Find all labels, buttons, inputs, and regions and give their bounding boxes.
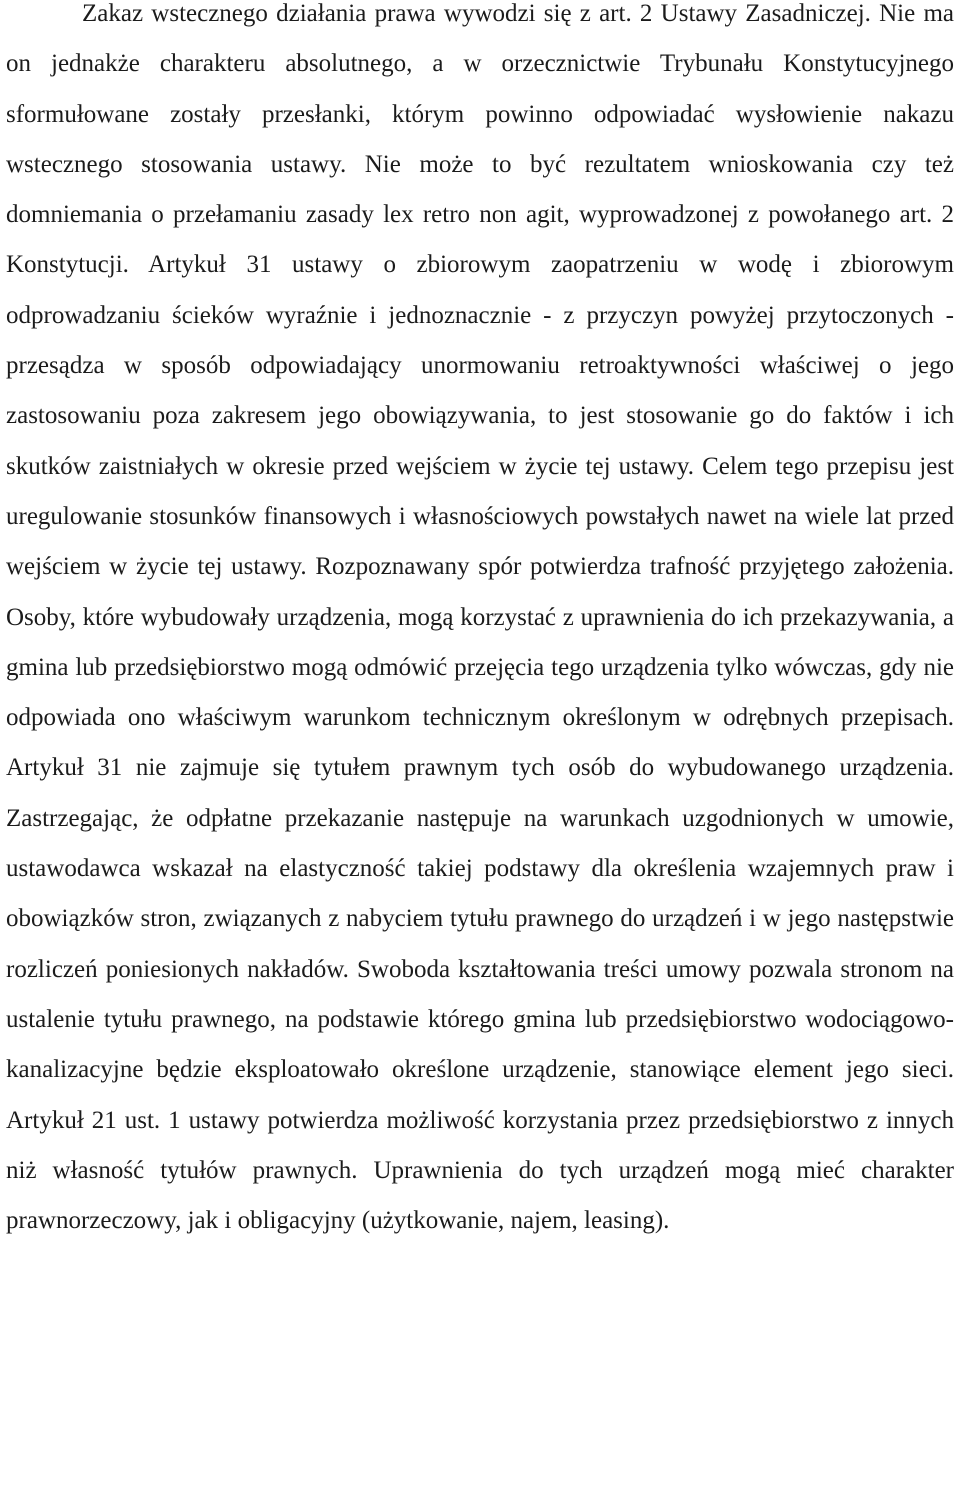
body-paragraph (6, 0, 954, 1246)
paragraph-text: Zakaz wstecznego działania prawa wywodzi się z art. 2 Ustawy Zasadniczej. Nie ma on jednakże charakteru absolutnego, a w orzecznictwie Trybunału Konstytucyjnego sformułowane zostały przesłanki, którym powinno odpowiadać wysłowienie nakazu wstecznego stosowania ustawy. Nie może to być rezultatem wnioskowania czy też domniemania o przełamaniu zasady lex retro non agit, wyprowadzonej z powołanego art. 2 Konstytucji. Artykuł 31 ustawy o zbiorowym zaopatrzeniu w wodę i zbiorowym odprowadzaniu ścieków wyraźnie i jednoznacznie - z przyczyn powyżej przytoczonych - przesądza w sposób odpowiadający unormowaniu retroaktywności właściwej o jego zastosowaniu poza zakresem jego obowiązywania, to jest stosowanie go do faktów i ich skutków zaistniałych w okresie przed wejściem w życie tej ustawy. Celem tego przepisu jest uregulowanie stosunków finansowych i własnościowych powstałych nawet na wiele lat przed wejściem w życie tej ustawy. Rozpoznawany spór potwierdza trafność przyjętego założenia. Osoby, które wybudowały urządzenia, mogą korzystać z uprawnienia do ich przekazywania, a gmina lub przedsiębiorstwo mogą odmówić przejęcia tego urządzenia tylko wówczas, gdy nie odpowiada ono właściwym warunkom technicznym określonym w odrębnych przepisach. Artykuł 31 nie zajmuje się tytułem prawnym tych osób do wybudowanego urządzenia. Zastrzegając, że odpłatne przekazanie następuje na warunkach uzgodnionych w umowie, ustawodawca wskazał na elastyczność takiej podstawy dla określenia wzajemnych praw i obowiązków stron, związanych z nabyciem tytułu prawnego do urządzeń i w jego następstwie rozliczeń poniesionych nakładów. Swoboda kształtowania treści umowy pozwala stronom na ustalenie tytułu prawnego, na podstawie którego gmina lub przedsiębiorstwo wodociągowo-kanalizacyjne będzie eksploatowało określone urządzenie, stanowiące element jego sieci. Artykuł 21 ust. 1 ustawy potwierdza możliwość korzystania przez przedsiębiorstwo z innych niż własność tytułów prawnych. Uprawnienia do tych urządzeń mogą mieć charakter prawnorzeczowy, jak i obligacyjny (użytkowanie, najem, leasing). (6, 0, 954, 1235)
